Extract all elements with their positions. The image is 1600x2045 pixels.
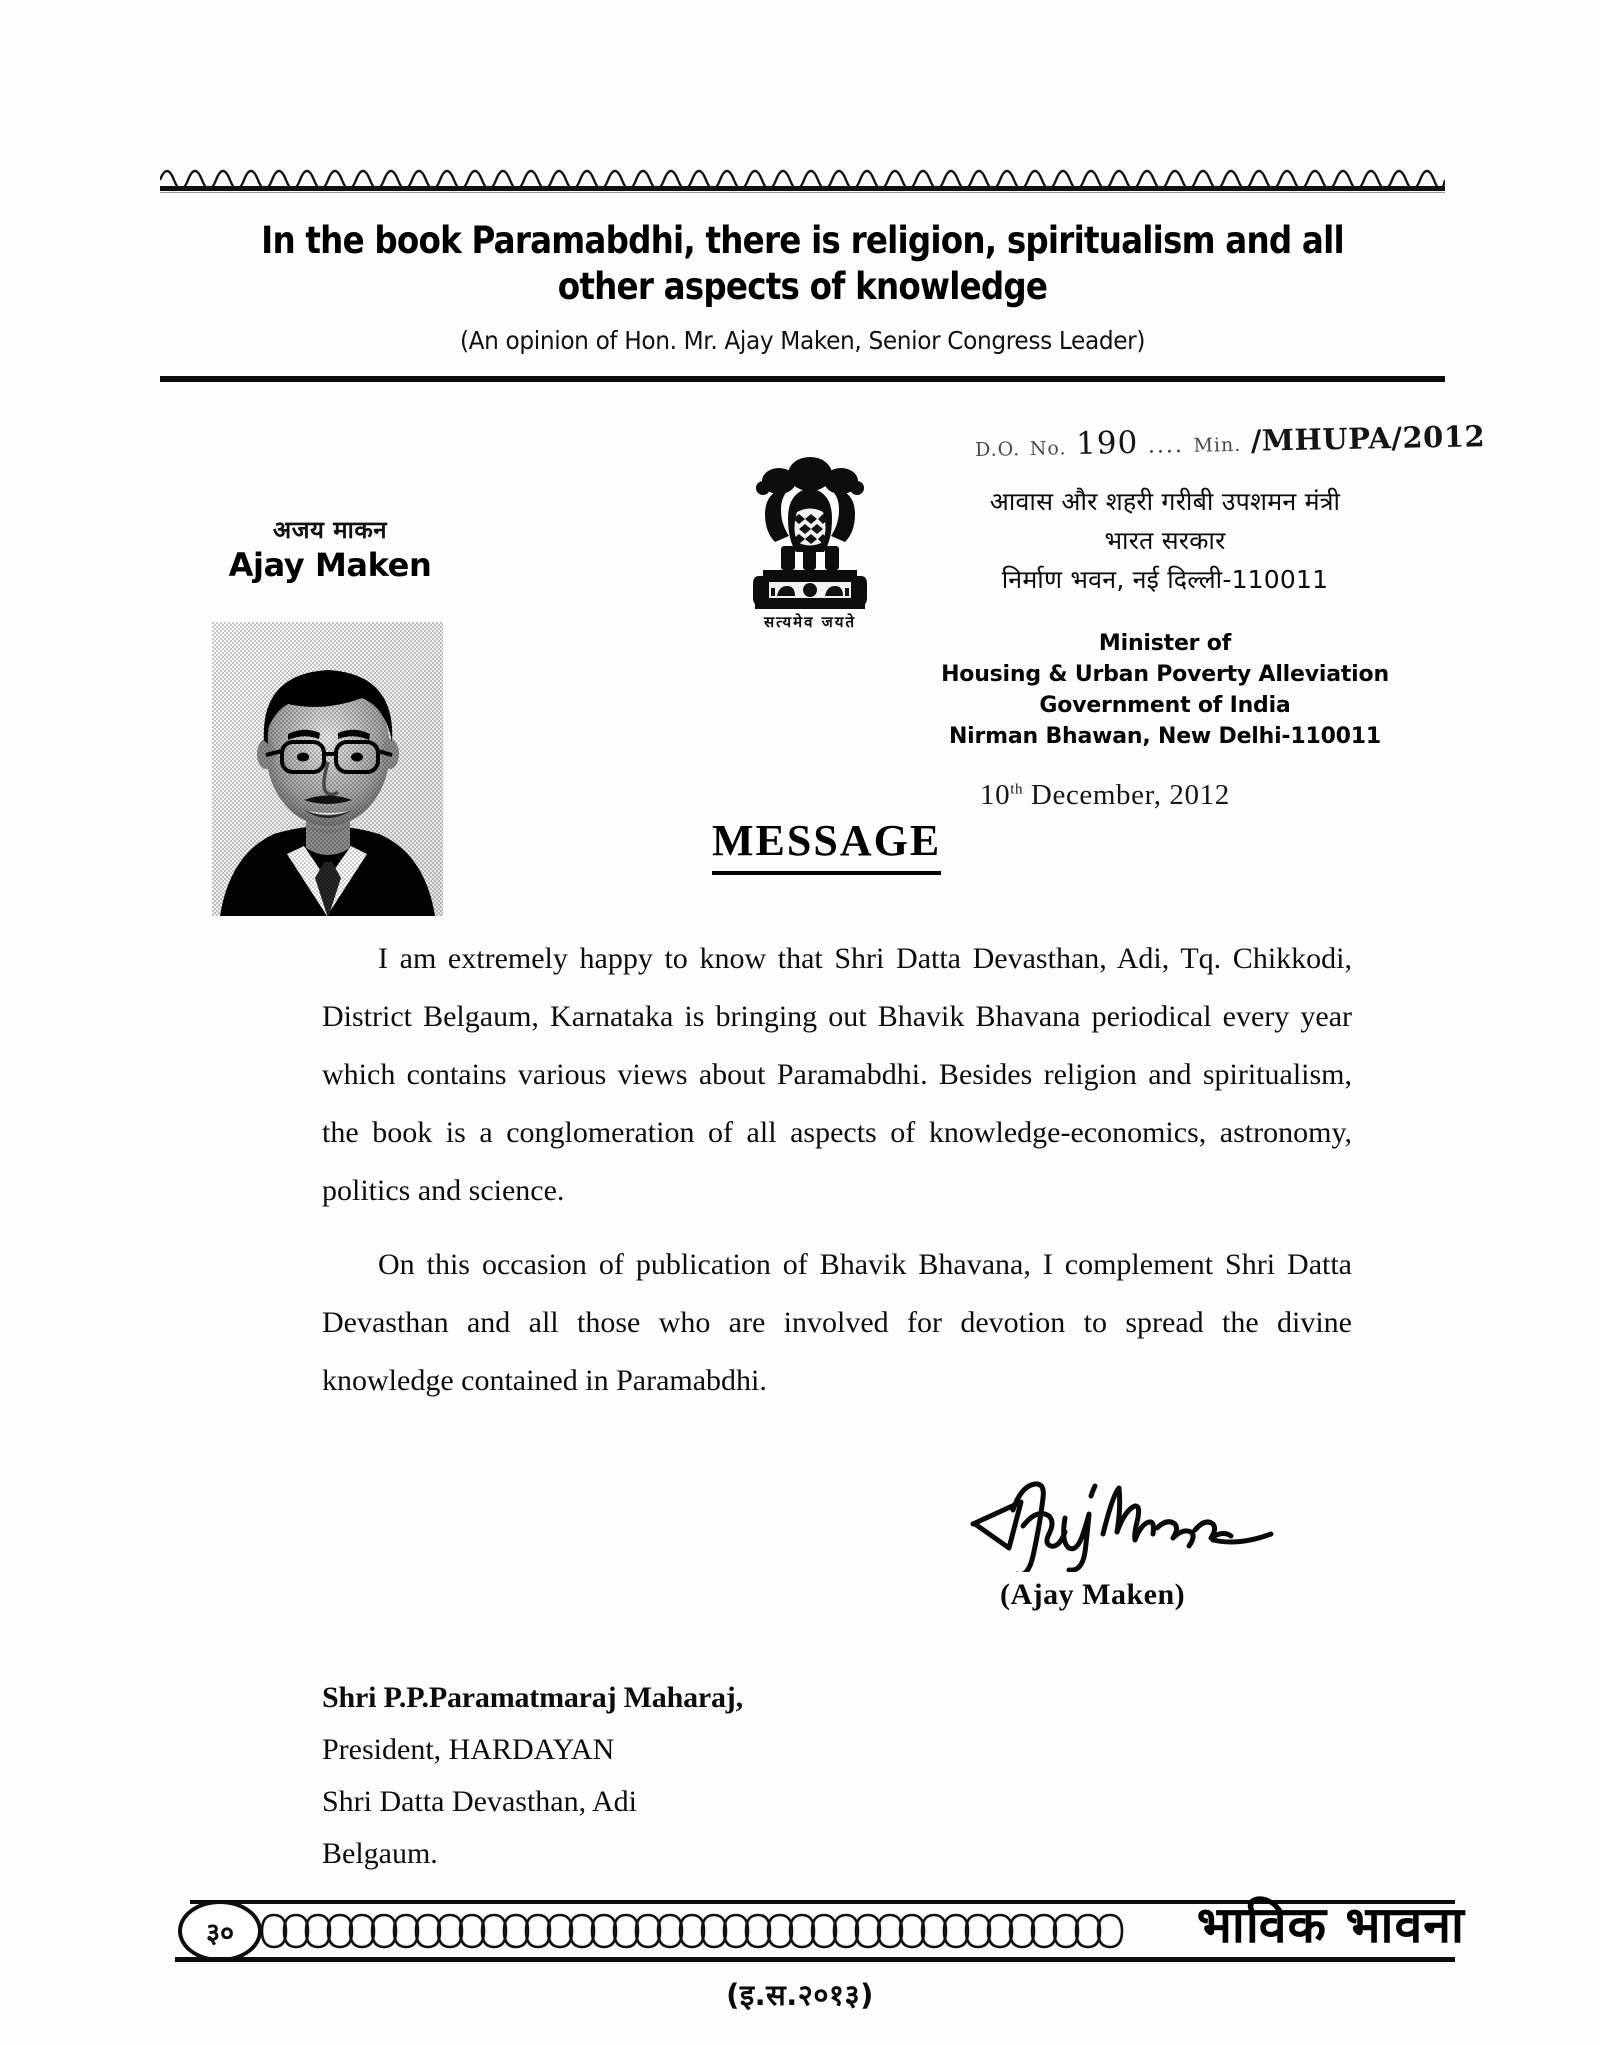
recipient-designation: President, HARDAYAN bbox=[322, 1733, 615, 1766]
recipient-name: Shri P.P.Paramatmaraj Maharaj, bbox=[322, 1681, 743, 1714]
date-ordinal-suffix: th bbox=[1010, 781, 1024, 798]
recipient-address bbox=[322, 1672, 1022, 1880]
letterhead-hindi-line-1: आवास और शहरी गरीबी उपशमन मंत्री bbox=[989, 487, 1341, 516]
minister-portrait-photo bbox=[212, 622, 443, 916]
top-divider-rule bbox=[160, 186, 1445, 191]
reference-tag: /MHUPA/2012 bbox=[1250, 419, 1486, 458]
reference-dots: .... bbox=[1147, 432, 1185, 459]
letterhead-english-line-2: Housing & Urban Poverty Alleviation bbox=[941, 662, 1389, 687]
letterhead-english-line-4: Nirman Bhawan, New Delhi-110011 bbox=[948, 724, 1382, 749]
emblem-motto: सत्यमेव जयते bbox=[763, 613, 857, 631]
letterhead-english-line-1: Minister of bbox=[1098, 631, 1232, 656]
letter-date bbox=[980, 779, 1400, 812]
reference-min-label: Min. bbox=[1193, 433, 1242, 457]
header-divider-rule bbox=[160, 376, 1445, 382]
footer-scroll-ornament-icon bbox=[258, 1908, 1138, 1954]
letterhead-english-line-3: Government of India bbox=[1039, 693, 1291, 718]
date-day: 10 bbox=[980, 779, 1011, 811]
date-month-year: December, 2012 bbox=[1023, 779, 1230, 811]
message-paragraph-1: I am extremely happy to know that Shri Datta Devasthan, Adi, Tq. Chikkodi, District Belgaum, Karnataka is bringing out Bhavik Bhavana periodical every year which contains various views about Paramabdhi. Besides religion and spiritualism, the book is a conglomeration of all aspects of knowledge-economics, astronomy, politics and science. bbox=[322, 942, 1352, 1207]
page-title-block bbox=[160, 218, 1445, 358]
page-number-badge: ३० bbox=[178, 1900, 262, 1962]
message-heading: MESSAGE bbox=[712, 815, 941, 875]
reference-no-label: No. bbox=[1029, 437, 1067, 460]
magazine-title: भाविक भावना bbox=[1196, 1896, 1465, 1954]
india-state-emblem-icon bbox=[725, 448, 895, 613]
page-title: In the book Paramabdhi, there is religion, spiritualism and all other aspects of knowledge bbox=[261, 219, 1344, 308]
page-subtitle: (An opinion of Hon. Mr. Ajay Maken, Senior Congress Leader) bbox=[459, 326, 1146, 355]
recipient-organisation: Shri Datta Devasthan, Adi bbox=[322, 1785, 637, 1818]
signature-name: (Ajay Maken) bbox=[1000, 1578, 1186, 1611]
message-body bbox=[322, 930, 1352, 1410]
reference-number-value: 190 bbox=[1075, 424, 1139, 463]
publication-year: (इ.स.२०१३) bbox=[726, 1978, 874, 2012]
minister-name-hindi: अजय माकन bbox=[272, 516, 388, 544]
letterhead-hindi-line-3: निर्माण भवन, नई दिल्ली-110011 bbox=[1001, 565, 1329, 594]
recipient-city: Belgaum. bbox=[322, 1837, 438, 1870]
letterhead-hindi bbox=[915, 482, 1415, 599]
top-wave-ornament-icon bbox=[160, 160, 1445, 186]
reference-prefix: D.O. bbox=[974, 438, 1021, 461]
minister-name-english: Ajay Maken bbox=[228, 546, 432, 584]
message-paragraph-2: On this occasion of publication of Bhavik Bhavana, I complement Shri Datta Devasthan and all those who are involved for devotion to spread the divine knowledge contained in Paramabdhi. bbox=[322, 1248, 1352, 1397]
letterhead-english bbox=[915, 628, 1415, 752]
letterhead-hindi-line-2: भारत सरकार bbox=[1104, 526, 1226, 555]
reference-number bbox=[974, 419, 1486, 464]
handwritten-signature bbox=[965, 1462, 1295, 1572]
